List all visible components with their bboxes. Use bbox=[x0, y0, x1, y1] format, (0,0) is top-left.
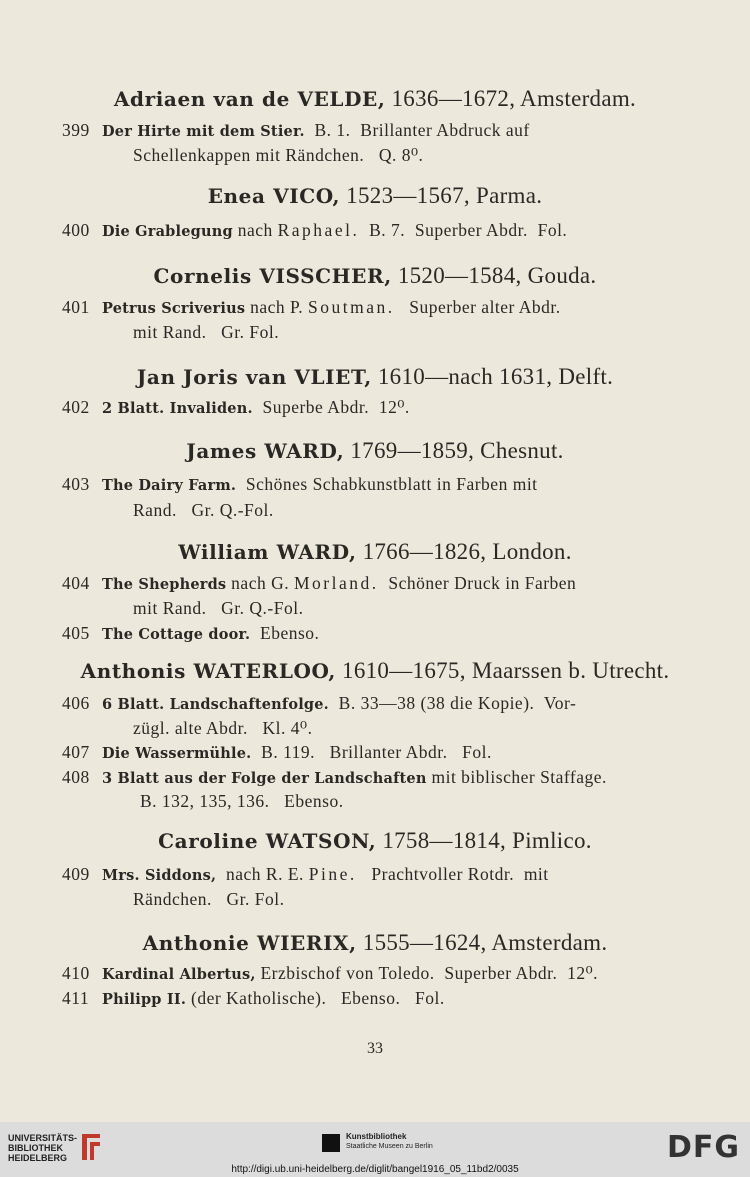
catalog-entry bbox=[62, 988, 445, 1009]
entry-text: nach G. bbox=[226, 573, 294, 593]
entry-number: 411 bbox=[62, 988, 90, 1008]
university-library-logo[interactable]: UNIVERSITÄTS- BIBLIOTHEK HEIDELBERG bbox=[8, 1133, 78, 1163]
entry-text: B. 33—38 (38 die Kopie). Vor- bbox=[328, 693, 577, 713]
catalog-entry-continuation bbox=[133, 718, 312, 739]
catalog-entry bbox=[62, 742, 492, 763]
entry-text: nach bbox=[232, 220, 278, 240]
entry-text-tail: Schöner Druck in Farben bbox=[378, 573, 577, 593]
entry-text: Rändchen. Gr. Fol. bbox=[133, 889, 285, 909]
entry-title: The Dairy Farm. bbox=[102, 477, 237, 494]
catalog-entry bbox=[62, 573, 576, 594]
entry-number: 409 bbox=[62, 864, 90, 884]
entry-text: Superbe Abdr. 12⁰. bbox=[252, 397, 410, 417]
artist-heading: Caroline WATSON, 1758—1814, Pimlico. bbox=[158, 828, 592, 853]
entry-title: Petrus Scriverius bbox=[102, 300, 246, 317]
entry-text: Schellenkappen mit Rändchen. Q. 8⁰. bbox=[133, 145, 424, 165]
entry-text: nach P. bbox=[245, 297, 309, 317]
entry-text: B. 1. Brillanter Abdruck auf bbox=[304, 120, 530, 140]
entry-text-tail: Superber alter Abdr. bbox=[394, 297, 561, 317]
engraver-name: Morland. bbox=[293, 573, 379, 593]
entry-text: nach R. E. bbox=[216, 864, 309, 884]
artist-heading: Anthonie WIERIX, 1555—1624, Amsterdam. bbox=[142, 930, 608, 955]
entry-text: Erzbischof von Toledo. Superber Abdr. 12⁰. bbox=[255, 963, 599, 983]
entry-title: Die Grablegung bbox=[102, 223, 233, 240]
entry-title: Philipp II. bbox=[102, 991, 187, 1008]
artist-heading: James WARD, 1769—1859, Chesnut. bbox=[186, 438, 564, 463]
catalog-entry-continuation bbox=[133, 500, 274, 521]
entry-title: The Shepherds bbox=[102, 576, 227, 593]
artist-heading: William WARD, 1766—1826, London. bbox=[178, 539, 572, 564]
entry-title: Der Hirte mit dem Stier. bbox=[102, 123, 305, 140]
catalog-entry-continuation bbox=[133, 322, 279, 343]
entry-text: mit Rand. Gr. Q.-Fol. bbox=[133, 598, 304, 618]
entry-number: 410 bbox=[62, 963, 90, 983]
artist-heading: Jan Joris van VLIET, 1610—nach 1631, Delft. bbox=[136, 364, 614, 389]
catalog-entry bbox=[62, 767, 607, 788]
entry-text: Ebenso. bbox=[250, 623, 320, 643]
catalog-entry bbox=[62, 397, 410, 418]
page-number: 33 bbox=[367, 1040, 383, 1057]
catalog-entry-continuation bbox=[133, 598, 303, 619]
catalog-entry bbox=[62, 623, 319, 644]
entry-number: 404 bbox=[62, 573, 90, 593]
entry-number: 400 bbox=[62, 220, 90, 240]
engraver-name: Raphael. bbox=[277, 220, 360, 240]
entry-title: The Cottage door. bbox=[102, 626, 251, 643]
university-seal-icon bbox=[78, 1130, 104, 1164]
entry-number: 401 bbox=[62, 297, 90, 317]
entry-text: mit Rand. Gr. Fol. bbox=[133, 322, 280, 342]
engraver-name: Pine. bbox=[308, 864, 357, 884]
artist-heading: Cornelis VISSCHER, 1520—1584, Gouda. bbox=[153, 263, 597, 288]
catalog-entry bbox=[62, 864, 549, 885]
entry-text: zügl. alte Abdr. Kl. 4⁰. bbox=[133, 718, 313, 738]
catalog-entry bbox=[62, 963, 598, 984]
entry-text-tail: Prachtvoller Rotdr. mit bbox=[356, 864, 549, 884]
entry-number: 406 bbox=[62, 693, 90, 713]
entry-text-tail: B. 7. Superber Abdr. Fol. bbox=[359, 220, 568, 240]
catalog-entry-continuation bbox=[133, 889, 284, 910]
entry-title: Kardinal Albertus, bbox=[102, 966, 256, 983]
catalog-entry bbox=[62, 693, 576, 714]
entry-number: 408 bbox=[62, 767, 90, 787]
entry-text: Rand. Gr. Q.-Fol. bbox=[133, 500, 274, 520]
entry-title: 3 Blatt aus der Folge der Landschaften bbox=[102, 770, 427, 787]
engraver-name: Soutman. bbox=[308, 297, 395, 317]
catalog-entry bbox=[62, 120, 530, 141]
entry-number: 405 bbox=[62, 623, 90, 643]
catalog-entry bbox=[62, 297, 561, 318]
catalog-entry bbox=[62, 474, 538, 495]
artist-heading: Enea VICO, 1523—1567, Parma. bbox=[207, 183, 543, 208]
kunstbibliothek-logo-icon bbox=[322, 1134, 340, 1152]
dfg-logo[interactable]: DFG bbox=[666, 1130, 740, 1165]
entry-title: Mrs. Siddons, bbox=[102, 867, 217, 884]
catalog-entry bbox=[62, 220, 567, 241]
catalog-entry-continuation bbox=[133, 145, 423, 166]
source-url[interactable]: http://digi.ub.uni-heidelberg.de/diglit/bangel1916_05_11bd2/0035 bbox=[231, 1164, 519, 1175]
entry-text: B. 119. Brillanter Abdr. Fol. bbox=[251, 742, 492, 762]
entry-text: (der Katholische). Ebenso. Fol. bbox=[186, 988, 445, 1008]
catalog-entry-continuation bbox=[140, 791, 344, 812]
entry-text: Schönes Schabkunstblatt in Farben mit bbox=[236, 474, 538, 494]
entry-title: Die Wassermühle. bbox=[102, 745, 252, 762]
entry-number: 403 bbox=[62, 474, 90, 494]
entry-text: B. 132, 135, 136. Ebenso. bbox=[140, 791, 344, 811]
artist-heading: Adriaen van de VELDE, 1636—1672, Amsterdam. bbox=[113, 86, 637, 111]
artist-heading: Anthonis WATERLOO, 1610—1675, Maarssen b. Utrecht. bbox=[80, 658, 670, 683]
entry-number: 402 bbox=[62, 397, 90, 417]
entry-title: 6 Blatt. Landschaftenfolge. bbox=[102, 696, 329, 713]
entry-number: 407 bbox=[62, 742, 90, 762]
entry-text: mit biblischer Staffage. bbox=[426, 767, 607, 787]
entry-number: 399 bbox=[62, 120, 90, 140]
footer-bar bbox=[0, 1122, 750, 1177]
entry-title: 2 Blatt. Invaliden. bbox=[102, 400, 253, 417]
kunstbibliothek-label[interactable]: Kunstbibliothek Staatliche Museen zu Berlin bbox=[346, 1132, 433, 1150]
